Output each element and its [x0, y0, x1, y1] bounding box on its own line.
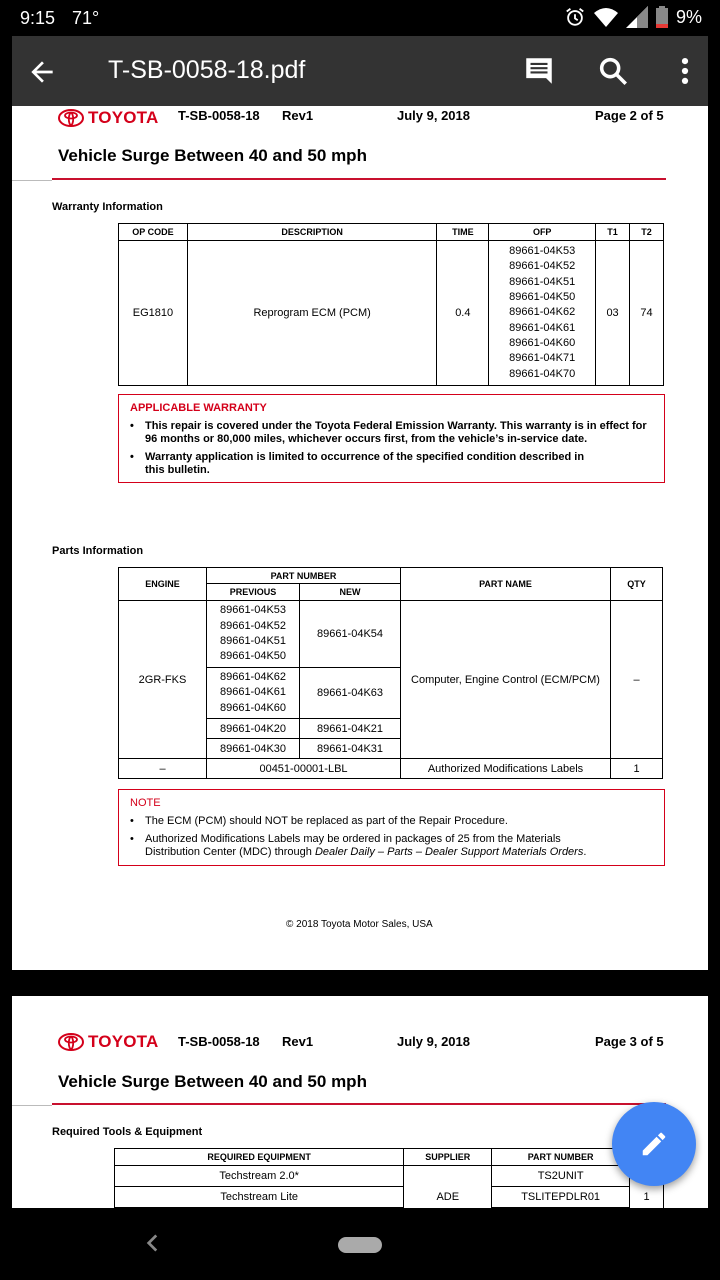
table-header-row	[119, 224, 664, 241]
warranty-bullets	[130, 420, 647, 482]
col-new: NEW	[300, 584, 401, 601]
table-header-row	[119, 568, 663, 584]
col-engine: ENGINE	[119, 568, 207, 601]
equipment-cell: Techstream 2.0*	[115, 1166, 404, 1187]
previous-cell: 89661-04K30	[207, 739, 300, 759]
table-row	[119, 601, 663, 668]
revision: Rev1	[282, 1034, 314, 1049]
edit-fab-button[interactable]	[612, 1102, 696, 1186]
col-part-name: PART NAME	[401, 568, 611, 601]
edit-pencil-icon	[639, 1129, 669, 1159]
bulletin-date: July 9, 2018	[397, 108, 470, 123]
col-description: DESCRIPTION	[187, 224, 436, 241]
table-header-row	[115, 1149, 664, 1166]
copyright-footer: © 2018 Toyota Motor Sales, USA	[286, 919, 433, 930]
col-previous: PREVIOUS	[207, 584, 300, 601]
col-t2: T2	[630, 224, 664, 241]
bulletin-number: T-SB-0058-18	[178, 108, 260, 123]
note-heading: NOTE	[130, 797, 161, 809]
tools-table	[114, 1148, 664, 1208]
t2-cell: 74	[630, 241, 664, 386]
title-rule	[52, 178, 666, 180]
col-part-number: PART NUMBER	[207, 568, 401, 584]
new-cell: 89661-04K21	[300, 719, 401, 739]
new-cell: 89661-04K31	[300, 739, 401, 759]
new-cell: 89661-04K54	[300, 601, 401, 668]
revision: Rev1	[282, 108, 314, 123]
table-row	[119, 241, 664, 386]
divider	[12, 1105, 52, 1106]
engine-cell: –	[119, 759, 207, 779]
search-icon[interactable]	[596, 54, 630, 88]
applicable-warranty-box	[118, 394, 665, 483]
toyota-logo: TOYOTA	[58, 1032, 158, 1052]
col-time: TIME	[437, 224, 489, 241]
part-name-cell: Authorized Modifications Labels	[401, 759, 611, 779]
status-time: 9:15	[20, 8, 56, 28]
part-number-cell: TS2UNIT	[492, 1166, 630, 1187]
title-rule	[52, 1103, 666, 1105]
part-number-cell: 00451-00001-LBL	[207, 759, 401, 779]
app-toolbar	[12, 36, 708, 106]
battery-icon	[656, 6, 668, 28]
alarm-icon	[564, 6, 586, 28]
pdf-page-3	[12, 996, 708, 1208]
op-code-cell: EG1810	[119, 241, 188, 386]
col-ofp: OFP	[489, 224, 596, 241]
bulletin-date: July 9, 2018	[397, 1034, 470, 1049]
tools-section-heading: Required Tools & Equipment	[52, 1126, 203, 1138]
bulletin-title: Vehicle Surge Between 40 and 50 mph	[58, 146, 367, 165]
col-t1: T1	[596, 224, 630, 241]
previous-cell: 89661-04K62 89661-04K61 89661-04K60	[207, 668, 300, 719]
bulletin-number: T-SB-0058-18	[178, 1034, 260, 1049]
time-cell: 0.4	[437, 241, 489, 386]
battery-percent: 9%	[675, 6, 702, 27]
document-title: T-SB-0058-18.pdf	[108, 56, 306, 84]
col-op-code: OP CODE	[119, 224, 188, 241]
status-bar	[0, 0, 720, 36]
bulletin-title: Vehicle Surge Between 40 and 50 mph	[58, 1072, 367, 1091]
home-pill[interactable]	[338, 1237, 382, 1253]
status-temperature: 71°	[72, 8, 100, 28]
page-number: Page 2 of 5	[595, 108, 664, 123]
previous-cell: 89661-04K53 89661-04K52 89661-04K51 89661-04K50	[207, 601, 300, 668]
nav-back-icon[interactable]	[140, 1230, 166, 1256]
table-row	[115, 1187, 664, 1208]
col-supplier: SUPPLIER	[404, 1149, 492, 1166]
note-bullets	[130, 815, 586, 864]
note-box	[118, 789, 665, 866]
part-number-cell: TSLITEPDLR01	[492, 1187, 630, 1208]
ofp-cell: 89661-04K53 89661-04K52 89661-04K51 89661-04K50 89661-04K62 89661-04K61 89661-04K60 89661-04K71 89661-04K70	[489, 241, 596, 386]
signal-icon	[626, 6, 648, 28]
status-icons	[564, 6, 702, 28]
qty-cell: 1	[611, 759, 663, 779]
toyota-emblem-icon	[58, 1033, 84, 1051]
comment-icon[interactable]	[522, 54, 556, 88]
system-nav-bar	[0, 1208, 720, 1280]
warranty-section-heading: Warranty Information	[52, 201, 163, 213]
supplier-cell: ADE	[404, 1166, 492, 1209]
list-item: • Authorized Modifications Labels may be ordered in packages of 25 from the Materials Distribution Center (MDC) through Dealer Daily – Parts – Dealer Support Materials Orders.	[130, 833, 586, 859]
col-part-number: PART NUMBER	[492, 1149, 630, 1166]
toyota-logo: TOYOTA	[58, 108, 158, 128]
applicable-warranty-heading: APPLICABLE WARRANTY	[130, 402, 267, 414]
list-item: • Warranty application is limited to occurrence of the specified condition described in this bulletin.	[130, 451, 647, 477]
description-cell: Reprogram ECM (PCM)	[187, 241, 436, 386]
col-qty: QTY	[611, 568, 663, 601]
divider	[12, 180, 52, 181]
parts-section-heading: Parts Information	[52, 545, 144, 557]
page-number: Page 3 of 5	[595, 1034, 664, 1049]
qty-cell: –	[611, 601, 663, 759]
toyota-emblem-icon	[58, 109, 84, 127]
qty-cell: 1	[630, 1166, 664, 1209]
part-name-cell: Computer, Engine Control (ECM/PCM)	[401, 601, 611, 759]
engine-cell: 2GR-FKS	[119, 601, 207, 759]
list-item: • This repair is covered under the Toyota Federal Emission Warranty. This warranty is in effect for 96 months or 80,000 miles, whichever occurs first, from the vehicle’s in-service date.	[130, 420, 647, 446]
wifi-icon	[594, 6, 618, 28]
previous-cell: 89661-04K20	[207, 719, 300, 739]
table-row	[119, 759, 663, 779]
parts-table	[118, 567, 663, 779]
new-cell: 89661-04K63	[300, 668, 401, 719]
t1-cell: 03	[596, 241, 630, 386]
arrow-back-icon[interactable]	[26, 56, 58, 88]
list-item: • The ECM (PCM) should NOT be replaced as part of the Repair Procedure.	[130, 815, 586, 828]
col-required-equipment: REQUIRED EQUIPMENT	[115, 1149, 404, 1166]
warranty-table	[118, 223, 664, 386]
table-row	[115, 1166, 664, 1187]
more-vert-icon[interactable]	[668, 54, 702, 88]
equipment-cell: Techstream Lite	[115, 1187, 404, 1208]
pdf-page-2	[12, 106, 708, 970]
